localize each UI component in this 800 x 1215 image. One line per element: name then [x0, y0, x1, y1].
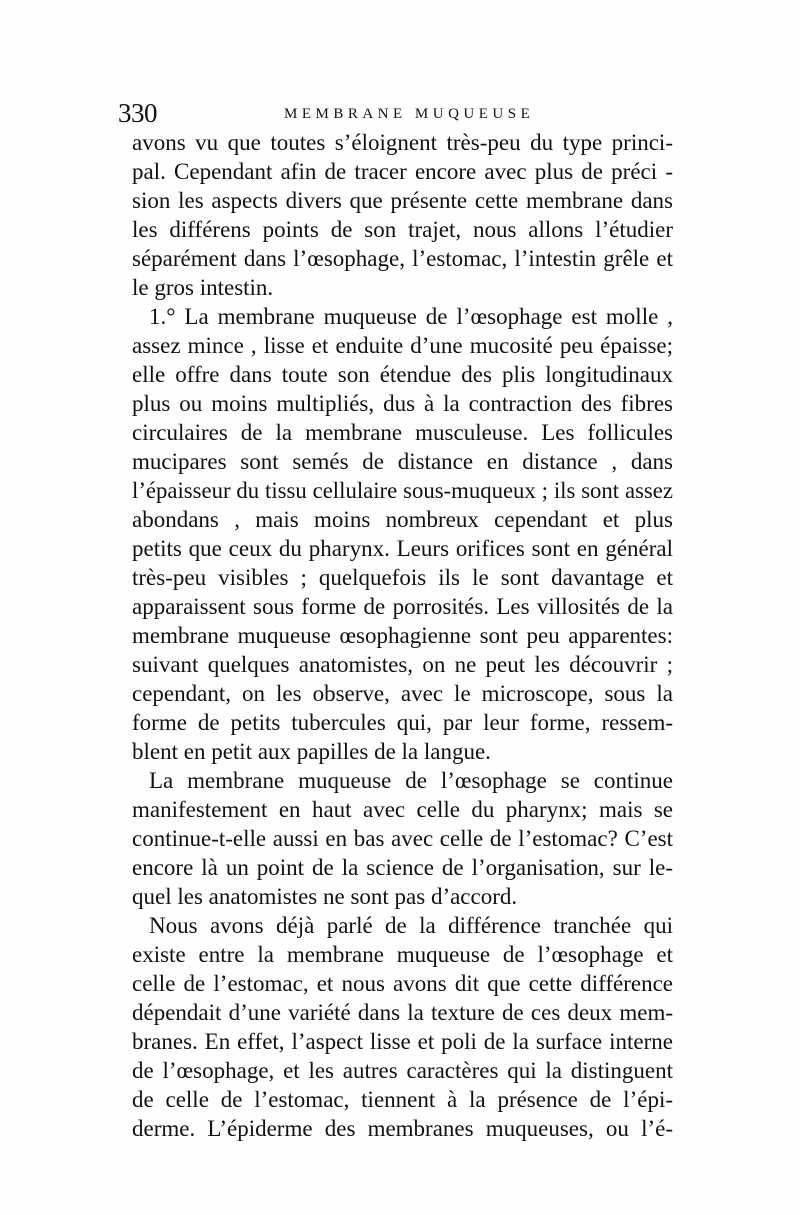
text-line: suivant quelques anatomistes, on ne peut les découvrir ;	[132, 652, 673, 677]
text-line: très-peu visibles ; quelquefois ils le sont davantage et	[132, 565, 673, 590]
text-line: l’épaisseur du tissu cellulaire sous-muqueux ; ils sont assez	[132, 478, 673, 503]
paragraph-start-line: La membrane muqueuse de l’œsophage se continue	[149, 768, 673, 793]
text-line: manifestement en haut avec celle du pharynx; mais se	[132, 797, 673, 822]
text-line: de l’œsophage, et les autres caractères qui la distinguent	[132, 1058, 673, 1083]
text-line: apparaissent sous forme de porrosités. Les villosités de la	[132, 594, 673, 619]
text-line: dépendait d’une variété dans la texture de ces deux mem-	[132, 1000, 673, 1025]
page-number: 330	[118, 98, 157, 128]
text-line: existe entre la membrane muqueuse de l’œsophage et	[132, 942, 673, 967]
text-line: derme. L’épiderme des membranes muqueuses, ou l’é-	[132, 1116, 673, 1141]
text-line: les différens points de son trajet, nous allons l’étudier	[132, 217, 673, 242]
page-header	[118, 97, 678, 129]
text-line: sion les aspects divers que présente cette membrane dans	[132, 188, 673, 213]
text-line: celle de l’estomac, et nous avons dit que cette différence	[132, 971, 673, 996]
text-line: circulaires de la membrane musculeuse. Les follicules	[132, 420, 673, 445]
running-head: MEMBRANE MUQUEUSE	[284, 106, 535, 122]
text-line: assez mince , lisse et enduite d’une mucosité peu épaisse;	[132, 333, 673, 358]
text-line: cependant, on les observe, avec le microscope, sous la	[132, 681, 673, 706]
text-line: forme de petits tubercules qui, par leur forme, ressem-	[132, 710, 673, 735]
paragraph-start-line: 1.° La membrane muqueuse de l’œsophage est molle ,	[149, 304, 673, 329]
text-line: séparément dans l’œsophage, l’estomac, l’intestin grêle et	[132, 246, 673, 271]
text-line: branes. En effet, l’aspect lisse et poli de la surface interne	[132, 1029, 673, 1054]
text-line: le gros intestin.	[132, 275, 274, 300]
text-line: avons vu que toutes s’éloignent très-peu du type princi-	[132, 130, 673, 155]
text-line: continue-t-elle aussi en bas avec celle de l’estomac? C’est	[132, 826, 673, 851]
text-line: pal. Cependant afin de tracer encore avec plus de préci -	[132, 159, 673, 184]
body-text	[132, 128, 673, 1141]
text-line: plus ou moins multipliés, dus à la contraction des fibres	[132, 391, 673, 416]
text-line: encore là un point de la science de l’organisation, sur le-	[132, 855, 673, 880]
text-line: elle offre dans toute son étendue des plis longitudinaux	[132, 362, 673, 387]
text-line: quel les anatomistes ne sont pas d’accord.	[132, 884, 518, 909]
text-line: membrane muqueuse œsophagienne sont peu apparentes:	[132, 623, 673, 648]
text-line: blent en petit aux papilles de la langue.	[132, 739, 491, 764]
text-line: abondans , mais moins nombreux cependant et plus	[132, 507, 673, 532]
text-line: de celle de l’estomac, tiennent à la présence de l’épi-	[132, 1087, 673, 1112]
paragraph-start-line: Nous avons déjà parlé de la différence tranchée qui	[149, 913, 673, 938]
text-line: petits que ceux du pharynx. Leurs orifices sont en général	[132, 536, 673, 561]
text-line: mucipares sont semés de distance en distance , dans	[132, 449, 673, 474]
